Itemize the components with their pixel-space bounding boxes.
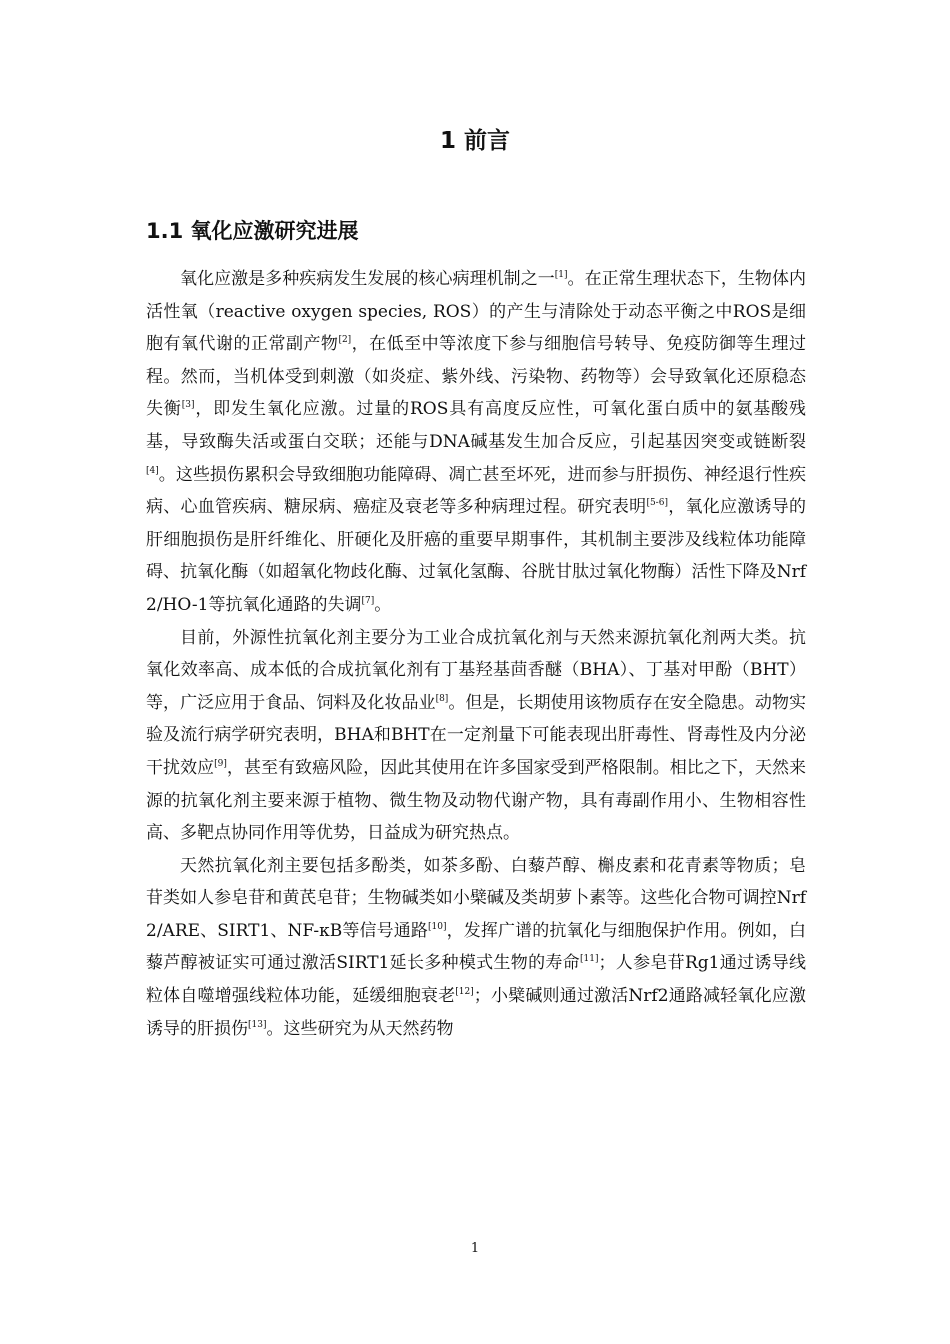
text-run: 。但是，长期使用该物质存在安全隐患。动物实验及流行病学研究表明，BHA和BHT在一定剂量下可能表现出肝毒性、肾毒性及内分泌干扰效应: [146, 692, 807, 778]
citation-ref: [7]: [361, 595, 375, 606]
text-run: ；人参皂苷Rg1通过诱导线粒体自噬增强线粒体功能，延缓细胞衰老: [146, 953, 806, 1007]
chapter-title: 1 前言: [439, 128, 510, 154]
text-run: 。在正常生理状态下，生物体内活性氧（reactive oxygen species, ROS）的产生与清除处于动态平衡之中ROS是细胞有氧代谢的正常副产物: [146, 269, 807, 355]
text-run: ，甚至有致癌风险，因此其使用在许多国家受到严格限制。相比之下，天然来源的抗氧化剂主要来源于植物、微生物及动物代谢产物，具有毒副作用小、生物相容性高、多靶点协同作用等优势，日益成为研究热点。: [146, 757, 807, 844]
citation-ref: [11]: [579, 954, 599, 965]
text-run: ；小檗碱则通过激活Nrf2通路减轻氧化应激诱导的肝损伤: [146, 986, 807, 1039]
section-heading: 1.1 氧化应激研究进展: [146, 219, 359, 243]
citation-ref: [12]: [455, 987, 474, 998]
citation-ref: [3]: [181, 400, 195, 411]
citation-ref: [4]: [146, 465, 159, 476]
citation-ref: [10]: [428, 921, 447, 932]
text-run: 目前，外源性抗氧化剂主要分为工业合成抗氧化剂与天然来源抗氧化剂两大类。抗氧化效率高、成本低的合成抗氧化剂有丁基羟基茴香醚（BHA）、丁基对甲酚（BHT）等，广泛应用于食品、饲料及化妆品业: [146, 627, 806, 713]
text-run: 。这些损伤累积会导致细胞功能障碍、凋亡甚至坏死，进而参与肝损伤、神经退行性疾病、心血管疾病、糖尿病、癌症及衰老等多种病理过程。研究表明: [146, 464, 806, 518]
paragraph: [146, 622, 806, 850]
text-run: 天然抗氧化剂主要包括多酚类，如茶多酚、白藜芦醇、槲皮素和花青素等物质；皂苷类如人参皂苷和黄芪皂苷；生物碱类如小檗碱及类胡萝卜素等。这些化合物可调控Nrf2/ARE、SIRT1、NF-κB等信号通路: [146, 855, 806, 941]
citation-ref: [2]: [338, 335, 352, 346]
text-run: 。这些研究为从天然药物: [266, 1018, 454, 1039]
citation-ref: [13]: [248, 1019, 267, 1030]
paragraph: [146, 263, 806, 622]
text-run: ，在低至中等浓度下参与细胞信号转导、免疫防御等生理过程。然而，当机体受到刺激（如炎症、紫外线、污染物、药物等）会导致氧化还原稳态失衡: [146, 334, 807, 420]
citation-ref: [5-6]: [646, 498, 668, 509]
text-run: ，氧化应激诱导的肝细胞损伤是肝纤维化、肝硬化及肝癌的重要早期事件，其机制主要涉及线粒体功能障碍、抗氧化酶（如超氧化物歧化酶、过氧化氢酶、谷胱甘肽过氧化物酶）活性下降及Nrf2/HO-1等抗氧化通路的失调: [146, 497, 807, 615]
page-number: 1: [470, 1241, 480, 1256]
citation-ref: [1]: [554, 270, 568, 280]
text-run: 氧化应激是多种疾病发生发展的核心病理机制之一: [180, 269, 555, 289]
body-text: [146, 263, 806, 1045]
citation-ref: [8]: [435, 693, 449, 704]
text-run: ，发挥广谱的抗氧化与细胞保护作用。例如，白藜芦醇被证实可通过激活SIRT1延长多种模式生物的寿命: [146, 920, 806, 974]
citation-ref: [9]: [214, 758, 227, 769]
paragraph: [146, 850, 806, 1046]
text-run: ，即发生氧化应激。过量的ROS具有高度反应性，可氧化蛋白质中的氨基酸残基，导致酶失活或蛋白交联；还能与DNA碱基发生加合反应，引起基因突变或链断裂: [146, 399, 806, 452]
text-run: 。: [374, 594, 392, 615]
